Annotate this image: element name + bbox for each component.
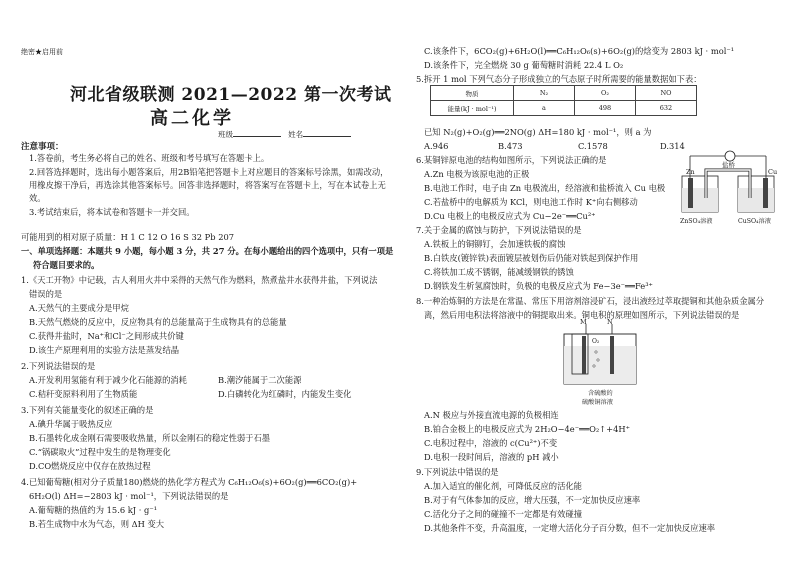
q8-stem-cont: 离，然后用电积法将溶液中的铜提取出来。铜电积的原理如图所示，下列说法错误的是 [424, 310, 740, 320]
q5-option-a: A.946 [424, 141, 449, 151]
table-row [431, 101, 697, 116]
q6-option-d: D.Cu 电极上的电极反应式为 Cu−2e⁻══Cu²⁺ [424, 211, 596, 221]
o2-label: O₂ [592, 338, 600, 345]
notes-title: 注意事项： [21, 142, 64, 152]
electrode-m-label: M [580, 318, 587, 326]
q5-stem-cont: 已知 N₂(g)+O₂(g)══2NO(g) ΔH=180 kJ · mol⁻¹，则 a 为 [424, 127, 652, 137]
q8-option-d: D.电积一段时间后，溶液的 pH 减小 [424, 452, 559, 462]
q9-option-b: B.对于有气体参加的反应，增大压强，不一定加快反应速率 [424, 495, 641, 505]
section1-heading: 一、单项选择题：本题共 9 小题，每小题 3 分，共 27 分。在每小题给出的四个选项中，只有一项是 [21, 246, 394, 256]
note-1: 1.答卷前，考生务必将自己的姓名、班级和考号填写在答题卡上。 [29, 153, 270, 163]
q6-option-b: B.电池工作时，电子由 Zn 电极流出，经溶液和盐桥流入 Cu 电极 [424, 183, 666, 193]
q4-stem: 4.已知葡萄糖(相对分子质量180)燃烧的热化学方程式为 C₆H₁₂O₆(s)+6O₂(g)══6CO₂(g)+ [21, 477, 358, 487]
q6-option-c: C.若盐桥中的电解质为 KCl，则电池工作时 K⁺向右侧移动 [424, 197, 638, 207]
q7-stem: 7.关于金属的腐蚀与防护，下列说法错误的是 [416, 225, 582, 235]
q7-option-c: C.将铁加工成不锈钢，能减缓钢铁的锈蚀 [424, 267, 574, 277]
q4-option-c: C.该条件下，6CO₂(g)+6H₂O(l)══C₆H₁₂O₆(s)+6O₂(g)的焓变为 2803 kJ · mol⁻¹ [424, 46, 735, 56]
q4-stem-cont: 6H₂O(l) ΔH=−2803 kJ · mol⁻¹，下列说法错误的是 [29, 491, 229, 501]
q2-stem: 2.下列说法错误的是 [21, 361, 96, 371]
cu-label: Cu [768, 168, 778, 176]
secret-label: 绝密★启用前 [21, 48, 63, 56]
q1-option-b: B.天然气燃烧的反应中，反应物具有的总能量高于生成物具有的总能量 [29, 317, 287, 327]
q9-option-c: C.活化分子之间的碰撞不一定都是有效碰撞 [424, 509, 583, 519]
q5-option-b: B.473 [498, 141, 523, 151]
electrolyte-caption-1: 含硫酸的 [588, 390, 613, 397]
q7-option-a: A.铁板上的铜铆钉，会加速铁板的腐蚀 [424, 239, 566, 249]
electrode-n-label: N [607, 318, 613, 326]
class-name-line [218, 128, 351, 140]
q6-option-a: A.Zn 电极为该原电池的正极 [424, 169, 530, 179]
table-header-row [431, 86, 697, 101]
exam-title: 河北省级联测 2021—2022 第一次考试 [70, 85, 392, 105]
table-header-cell: NO [636, 86, 697, 101]
table-cell: 632 [636, 101, 697, 116]
q2-option-d: D.白磷转化为红磷时，内能发生变化 [218, 389, 352, 399]
q3-option-a: A.碘升华属于吸热反应 [29, 419, 113, 429]
q3-option-b: B.石墨转化成金刚石需要吸收热量，所以金刚石的稳定性弱于石墨 [29, 433, 271, 443]
q4-option-a: A.葡萄糖的热值约为 15.6 kJ · g⁻¹ [29, 505, 158, 515]
table-cell: a [514, 101, 575, 116]
name-blank [303, 128, 351, 137]
q4-option-b: B.若生成物中水为气态，则 ΔH 变大 [29, 519, 165, 529]
q8-option-a: A.N 极应与外接直流电源的负极相连 [424, 410, 559, 420]
section1-heading-cont: 符合题目要求的。 [33, 260, 100, 270]
q6-stem: 6.某铜锌原电池的结构如图所示，下列说法正确的是 [416, 155, 607, 165]
subject-title: 高二化学 [150, 108, 234, 129]
electrolyte-caption-2: 硫酸铜溶液 [582, 399, 613, 406]
q8-option-b: B.铂合金极上的电极反应式为 2H₂O−4e⁻══O₂↑+4H⁺ [424, 424, 631, 434]
zn-label: Zn [686, 168, 695, 176]
znso4-label: ZnSO₄溶液 [680, 218, 713, 225]
q5-option-c: C.1578 [578, 141, 608, 151]
cuso4-label: CuSO₄溶液 [738, 218, 771, 225]
name-label: 姓名 [288, 130, 304, 139]
table-header-cell: 物质 [431, 86, 514, 101]
table-row-label: 能量(kJ · mol⁻¹) [431, 101, 514, 116]
q7-option-b: B.白铁皮(镀锌铁)表面镀层被划伤后仍能对铁起到保护作用 [424, 253, 639, 263]
q3-option-d: D.CO燃烧反应中仅存在放热过程 [29, 461, 151, 471]
electrowinning-diagram [560, 322, 642, 388]
q7-option-d: D.钢铁发生析氢腐蚀时，负极的电极反应式为 Fe−3e⁻══Fe³⁺ [424, 281, 653, 291]
table-cell: 498 [575, 101, 636, 116]
bond-energy-table [430, 85, 697, 116]
q1-stem: 1.《天工开物》中记载，古人利用火井中采得的天然气作为燃料，熬煮盐井水获得井盐，下列说法 [21, 275, 378, 285]
class-blank [233, 128, 281, 137]
q8-stem: 8.一种治炼铜的方法是在常温、常压下用溶剂溶浸矿石，浸出液经过萃取提铜和其他杂质金属分 [416, 296, 765, 306]
q5-stem: 5.拆开 1 mol 下列气态分子形成独立的气态原子时所需要的能量数据如下表： [416, 74, 702, 84]
salt-bridge-label: 盐桥 [722, 161, 735, 169]
class-label: 班级 [218, 130, 233, 139]
q9-stem: 9.下列说法中错误的是 [416, 467, 499, 477]
q2-option-c: C.秸秆变原料利用了生物质能 [29, 389, 138, 399]
note-2: 2.回答选择题时，选出每小题答案后，用2B铅笔把答题卡上对应题目的答案标号涂黑，如需改动，用橡皮擦干净后，再选涂其他答案标号。回答非选择题时，将答案写在答题卡上，写在本试卷上无效。 [29, 167, 389, 203]
q8-option-c: C.电积过程中，溶液的 c(Cu²⁺)不变 [424, 438, 558, 448]
q3-stem: 3.下列有关能量变化的叙述正确的是 [21, 405, 154, 415]
table-header-cell: N₂ [514, 86, 575, 101]
q1-option-a: A.天然气的主要成分是甲烷 [29, 303, 129, 313]
note-3: 3.考试结束后，将本试卷和答题卡一并交回。 [29, 207, 195, 217]
atomic-masses: 可能用到的相对原子质量：H 1 C 12 O 16 S 32 Pb 207 [21, 232, 235, 242]
q1-option-c: C.获得井盐时，Na⁺和Cl⁻之间形成共价键 [29, 331, 184, 341]
q1-stem-cont: 错误的是 [29, 289, 63, 299]
q2-option-b: B.潮汐能属于二次能源 [218, 375, 302, 385]
q4-option-d: D.该条件下，完全燃烧 30 g 葡萄糖时消耗 22.4 L O₂ [424, 60, 624, 70]
q3-option-c: C.“锅碳取火”过程中发生的是物理变化 [29, 447, 171, 457]
q2-option-a: A.开发利用氢能有利于减少化石能源的消耗 [29, 375, 187, 385]
q9-option-a: A.加入适宜的催化剂，可降低反应的活化能 [424, 481, 582, 491]
q9-option-d: D.其他条件不变，升高温度，一定增大活化分子百分数，但不一定加快反应速率 [424, 523, 716, 533]
table-header-cell: O₂ [575, 86, 636, 101]
q5-option-d: D.314 [660, 141, 685, 151]
q1-option-d: D.该生产原理利用的实验方法是蒸发结晶 [29, 345, 180, 355]
